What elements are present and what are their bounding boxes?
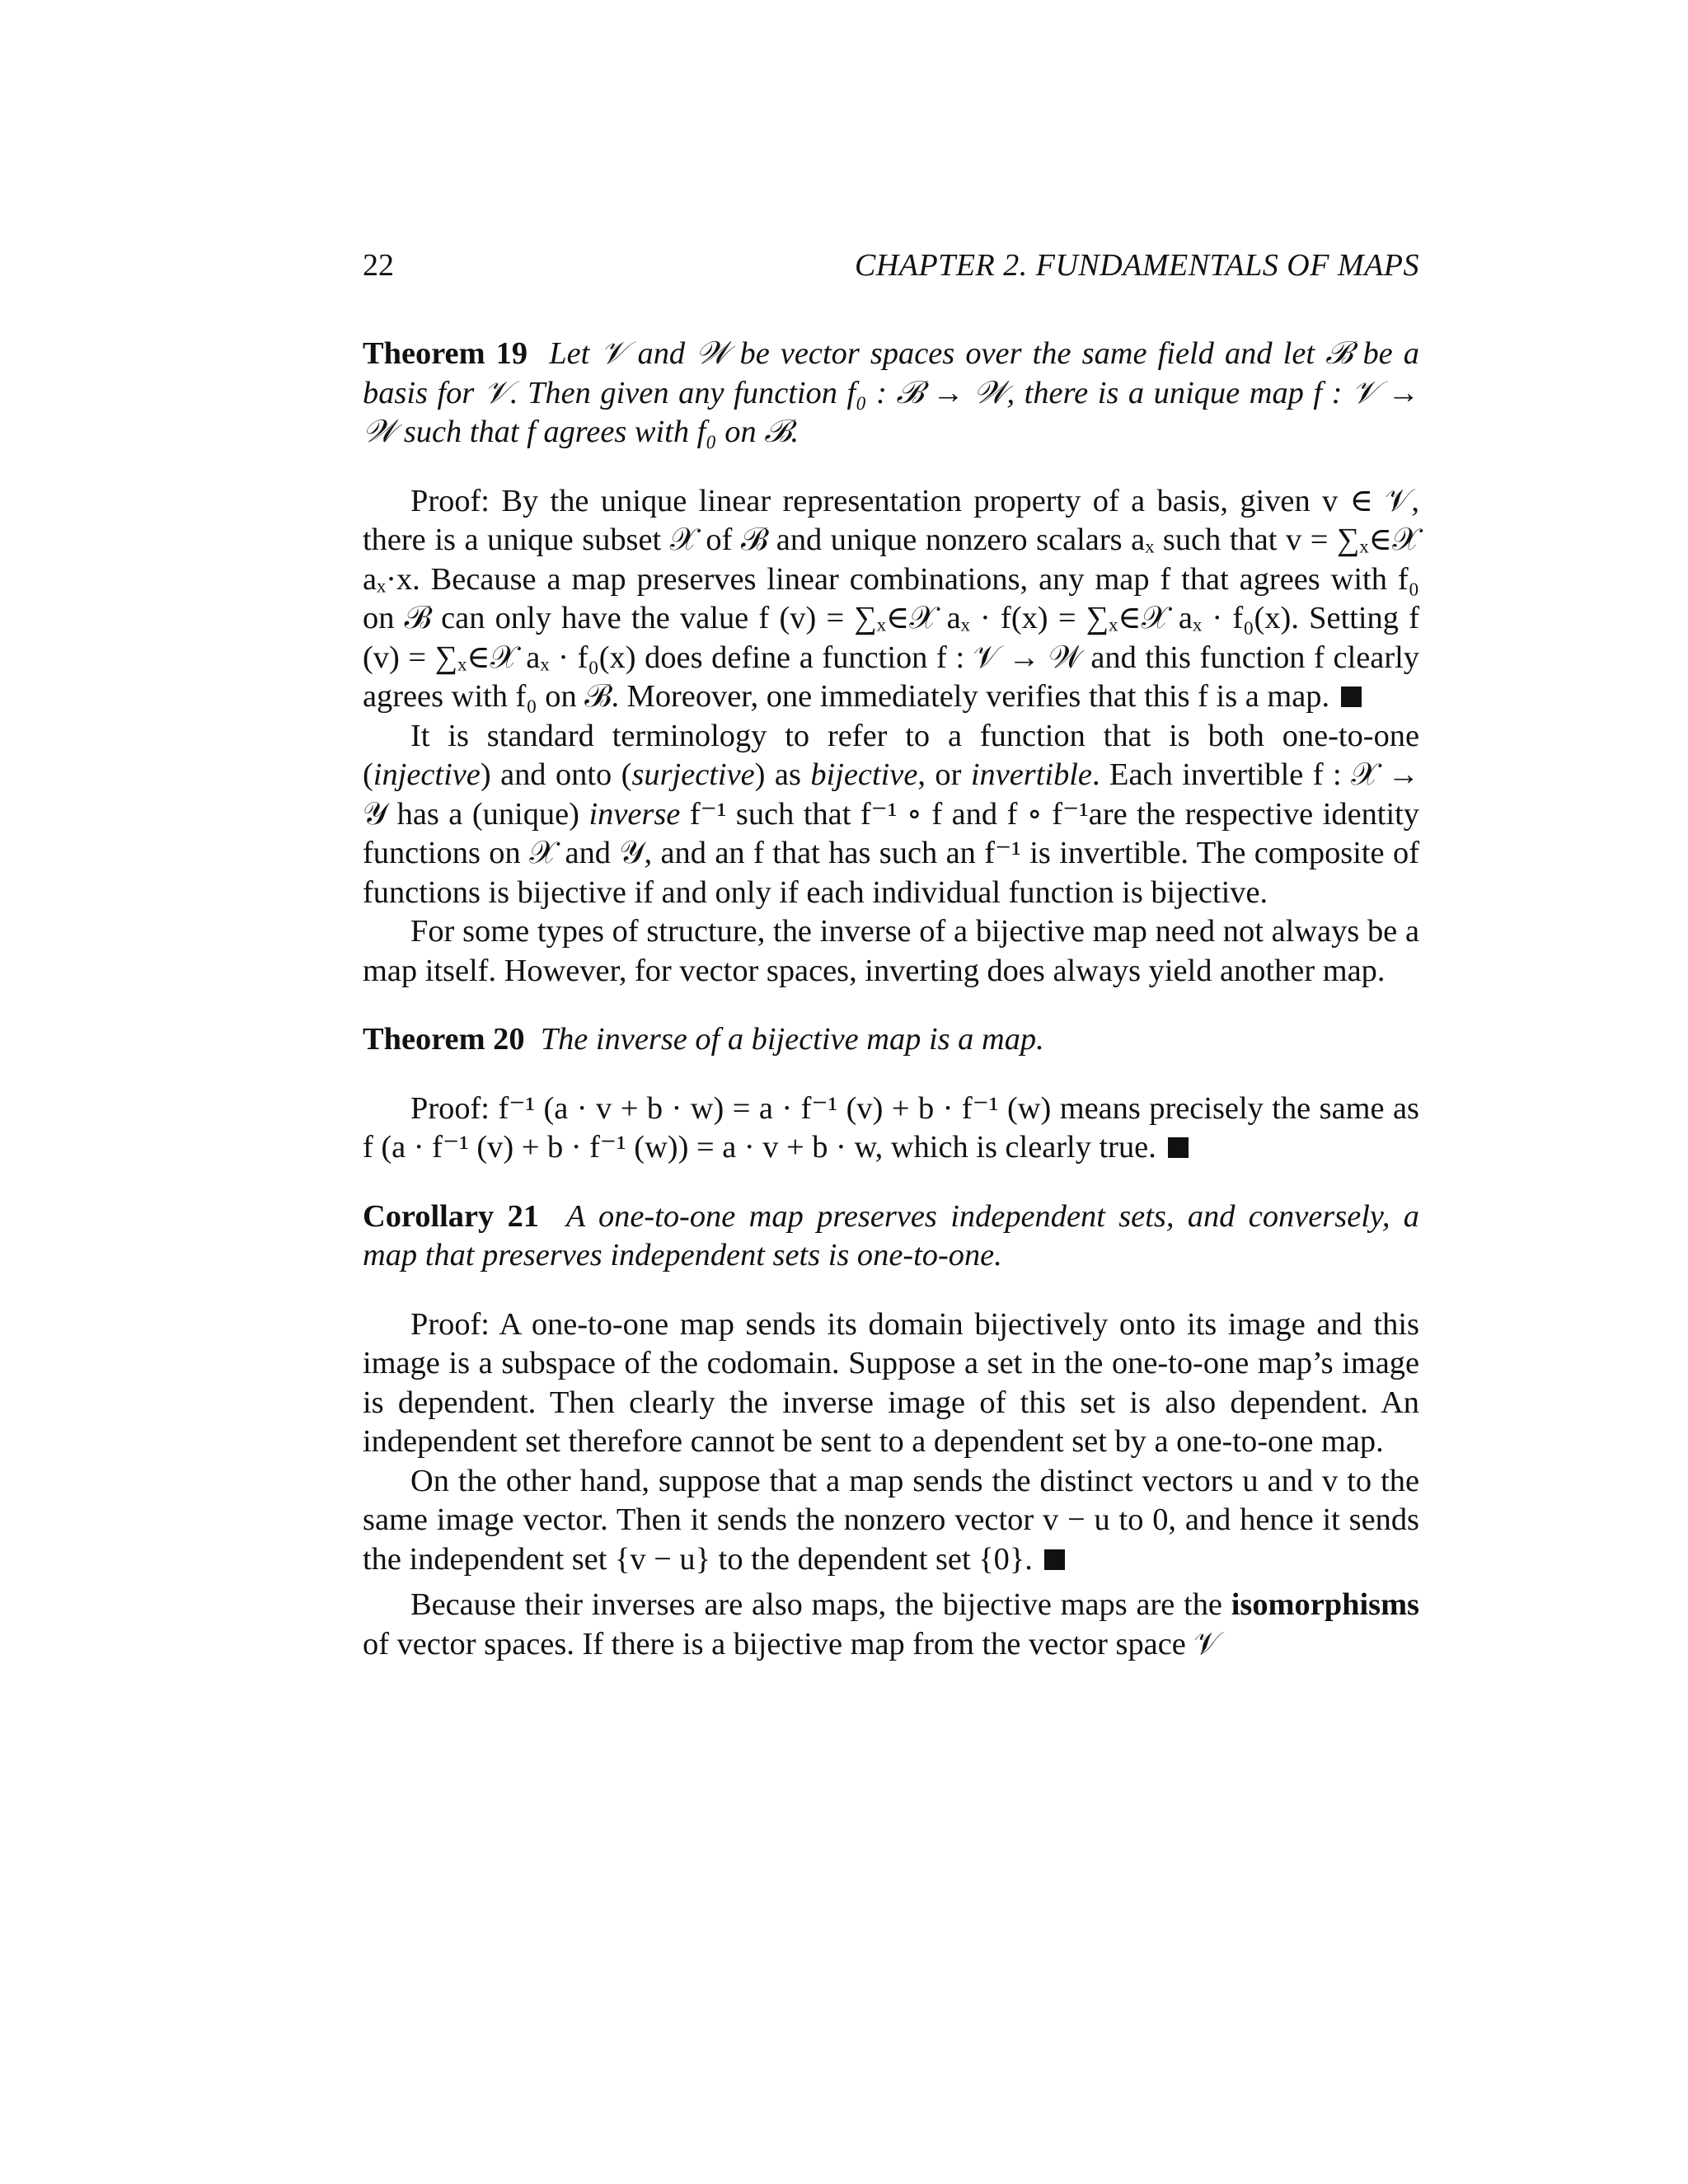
paragraph-other-hand: [363, 1462, 1419, 1580]
proof-text: Proof: By the unique linear representation property of a basis, given v ∈ 𝒱, there is a unique subset 𝒳 of ℬ and unique nonzero scalars aₓ such that v = ∑ₓ∈𝒳 aₓ·x. Because a map preserves linear combinations, any map f that agrees with f₀ on ℬ can only have the value f (v) = ∑ₓ∈𝒳 aₓ · f(x) = ∑ₓ∈𝒳 aₓ · f₀(x). Setting f (v) = ∑ₓ∈𝒳 aₓ · f₀(x) does define a function f : 𝒱 → 𝒲 and this function f clearly agrees with f₀ on ℬ. Moreover, one immediately verifies that this f is a map.: [363, 483, 1419, 714]
qed-square-icon: [1044, 1549, 1065, 1570]
text-run: It is standard terminology to refer to a function that is both one-to-one (: [363, 718, 1419, 792]
running-header: [363, 247, 1419, 297]
proof-theorem-20: [363, 1090, 1419, 1168]
text-run: Because their inverses are also maps, the bijective maps are the: [410, 1587, 1231, 1622]
text-run: For some types of structure, the inverse of a bijective map need not always be a map itself. However, for vector spaces, inverting does always yield another map.: [363, 914, 1419, 988]
proof-theorem-19: [363, 482, 1419, 717]
corollary-21: [363, 1197, 1419, 1276]
text-run: of vector spaces. If there is a bijective map from the vector space 𝒱: [363, 1626, 1221, 1661]
qed-square-icon: [1168, 1137, 1189, 1158]
proof-text: Proof: A one-to-one map sends its domain bijectively onto its image and this image is a subspace of the codomain. Suppose a set in the one-to-one map’s image is dependent. Then clearly the inverse image of this set is also dependent. An independent set therefore cannot be sent to a dependent set by a one-to-one map.: [363, 1306, 1419, 1459]
text-run: f⁻¹ such that f⁻¹ ∘ f and f ∘ f⁻¹are the respective identity functions on 𝒳 and 𝒴, and an f that has such an f⁻¹ is invertible. The composite of functions is bijective if and only if each individual function is bijective.: [363, 796, 1419, 910]
paragraph-bijective: [363, 717, 1419, 913]
theorem-statement: The inverse of a bijective map is a map.: [540, 1022, 1044, 1057]
emphasis-term: injective: [373, 757, 481, 792]
theorem-label: Theorem 20: [363, 1022, 525, 1057]
text-run: ) as: [754, 757, 811, 792]
page-body: [363, 335, 1419, 1664]
theorem-label: Theorem 19: [363, 336, 528, 371]
corollary-statement: A one-to-one map preserves independent sets, and conversely, a map that preserves independent sets is one-to-one.: [363, 1198, 1419, 1272]
text-run: On the other hand, suppose that a map sends the distinct vectors u and v to the same image vector. Then it sends the nonzero vector v − u to 0, and hence it sends the independent set {v − u} to the dependent set {0}.: [363, 1463, 1419, 1577]
qed-square-icon: [1341, 687, 1362, 707]
emphasis-term: invertible: [970, 757, 1092, 792]
theorem-19: [363, 335, 1419, 452]
text-run: . Each invertible f : 𝒳 → 𝒴 has a (unique): [363, 757, 1419, 832]
theorem-20: [363, 1020, 1419, 1060]
paragraph-isomorphisms: [363, 1586, 1419, 1664]
emphasis-term: inverse: [588, 796, 681, 832]
chapter-title: CHAPTER 2. FUNDAMENTALS OF MAPS: [854, 248, 1419, 283]
bold-term: isomorphisms: [1231, 1587, 1419, 1622]
proof-corollary-21: [363, 1305, 1419, 1462]
page-number: 22: [363, 248, 394, 283]
emphasis-term: bijective: [810, 757, 918, 792]
text-run: ) and onto (: [480, 757, 632, 792]
text-run: , or: [917, 757, 971, 792]
proof-text: Proof: f⁻¹ (a · v + b · w) = a · f⁻¹ (v) + b · f⁻¹ (w) means precisely the same as f (a · f⁻¹ (v) + b · f⁻¹ (w)) = a · v + b · w, which is clearly true.: [363, 1090, 1419, 1165]
corollary-label: Corollary 21: [363, 1198, 540, 1234]
paragraph-structure: [363, 912, 1419, 991]
emphasis-term: surjective: [631, 757, 755, 792]
theorem-statement: Let 𝒱 and 𝒲 be vector spaces over the same field and let ℬ be a basis for 𝒱. Then given any function f₀ : ℬ → 𝒲, there is a unique map f : 𝒱 → 𝒲 such that f agrees with f₀ on ℬ.: [363, 336, 1420, 449]
